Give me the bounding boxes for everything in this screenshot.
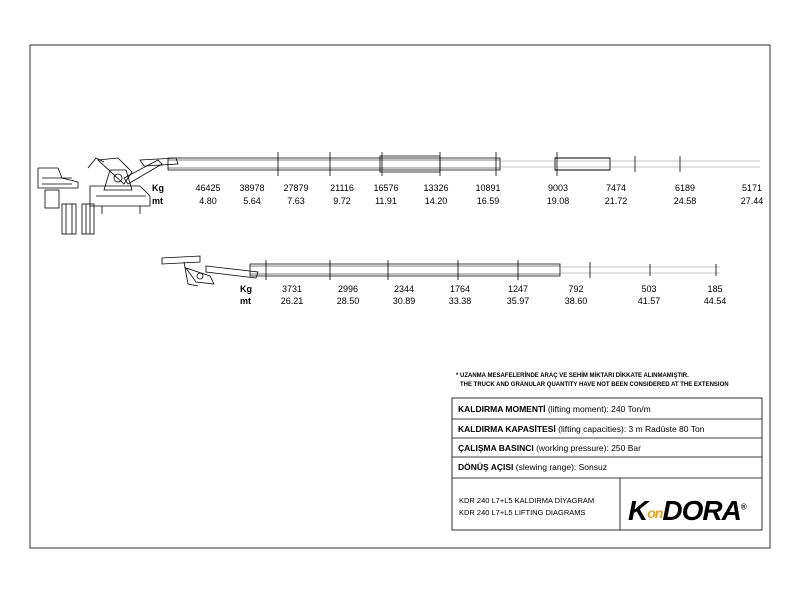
note-line-1: * UZANMA MESAFELERİNDE ARAÇ VE SEHİM MİKTARI DİKKATE ALINMAMIŞTIR. [456, 373, 689, 379]
crane1-plate [45, 190, 59, 208]
crane1-leg-right [82, 204, 94, 234]
title-line-1: KDR 240 L7+L5 KALDIRMA DİYAGRAM [459, 496, 595, 505]
d1-mt-label: mt [152, 196, 163, 206]
diagram1-kg-value: 38978 [239, 183, 265, 193]
d1-kg-label: Kg [152, 183, 164, 193]
diagram1-mt-value: 24.58 [673, 196, 697, 206]
crane2-extension [560, 267, 720, 273]
spec-capacity-label: KALDIRMA KAPASİTESİ [458, 424, 556, 434]
diagram1-kg-value: 46425 [195, 183, 221, 193]
spec-moment-label: KALDIRMA MOMENTİ [458, 404, 546, 414]
spec-slewing-label: DÖNÜŞ AÇISI [458, 462, 514, 472]
crane1-extension [500, 161, 760, 167]
diagram1-mt-value: 4.80 [199, 196, 217, 206]
d2-kg-label: Kg [240, 284, 252, 294]
diagram1-kg-value: 7474 [605, 183, 627, 193]
logo-k: K [628, 495, 648, 526]
crane1-column [104, 170, 132, 190]
diagram2-mt-value: 33.38 [448, 296, 472, 306]
diagram2-kg-value: 2996 [337, 284, 359, 294]
spec-capacity [458, 424, 704, 434]
diagram2-kg-value: 1764 [449, 284, 471, 294]
spec-slewing-value: (slewing range): Sonsuz [513, 462, 607, 472]
diagram1-mt-value: 11.91 [375, 196, 397, 206]
crane1-leg-left [62, 204, 76, 234]
d2-mt-label: mt [240, 296, 251, 306]
spec-pressure-value: (working pressure): 250 Bar [533, 443, 641, 453]
crane-1-drawing [38, 152, 763, 234]
diagram2-kg-value: 792 [568, 284, 584, 294]
diagram1-kg-value: 5171 [741, 183, 763, 193]
spec-moment-value: (lifting moment): 240 Ton/m [545, 404, 651, 414]
diagram1-mt-value: 5.64 [243, 196, 261, 206]
crane2-jib-arm [162, 256, 200, 264]
crane1-cylinder [124, 160, 162, 184]
diagram2-mt-value: 35.97 [506, 296, 530, 306]
diagram2-kg-value: 3731 [281, 284, 303, 294]
diagram2-kg-value: 1247 [507, 284, 529, 294]
diagram2-mt-value: 26.21 [280, 296, 304, 306]
diagram2-mt-value: 41.57 [637, 296, 661, 306]
diagram1-mt-value: 7.63 [287, 196, 305, 206]
note-line-2: THE TRUCK AND GRANULAR QUANTITY HAVE NOT BEEN CONSIDERED AT THE EXTENSION [460, 382, 729, 388]
diagram1-kg-value: 6189 [674, 183, 696, 193]
crane-2-drawing [162, 256, 720, 286]
diagram1-mt-value: 27.44 [740, 196, 764, 206]
diagram1-kg-value: 21116 [330, 183, 354, 193]
diagram1-mt-value: 19.08 [546, 196, 570, 206]
logo-rest: DORA [662, 495, 741, 526]
diagram1-kg-value: 10891 [475, 183, 501, 193]
diagram1-kg-value: 13326 [423, 183, 449, 193]
diagram1-mt-value: 9.72 [333, 196, 351, 206]
logo-on: on [647, 505, 663, 521]
crane1-boom-section-2 [555, 158, 610, 170]
spec-pressure-label: ÇALIŞMA BASINCI [458, 443, 534, 453]
spec-moment [458, 404, 651, 414]
crane2-knuckle [186, 268, 214, 284]
diagram1-kg-value: 27879 [283, 183, 309, 193]
diagram1-mt-value: 21.72 [604, 196, 628, 206]
diagram2-kg-value: 185 [707, 284, 723, 294]
diagram1-kg-value: 9003 [547, 183, 569, 193]
logo-registered: ® [740, 502, 746, 512]
title-line-2: KDR 240 L7+L5 LIFTING DIAGRAMS [459, 508, 586, 517]
diagram2-kg-value: 503 [641, 284, 657, 294]
diagram2-mt-value: 44.54 [703, 296, 727, 306]
diagram2-mt-value: 38.60 [564, 296, 588, 306]
diagram2-mt-value: 30.89 [392, 296, 416, 306]
diagram1-mt-value: 16.59 [476, 196, 500, 206]
kondora-logo [628, 495, 746, 527]
diagram1-kg-value: 16576 [373, 183, 399, 193]
diagram2-mt-value: 28.50 [336, 296, 360, 306]
diagram2-kg-value: 2344 [393, 284, 415, 294]
spec-slewing [458, 462, 607, 472]
spec-capacity-value: (lifting capacities): 3 m Radüste 80 Ton [555, 424, 705, 434]
spec-pressure [458, 443, 641, 453]
diagram1-mt-value: 14.20 [424, 196, 448, 206]
